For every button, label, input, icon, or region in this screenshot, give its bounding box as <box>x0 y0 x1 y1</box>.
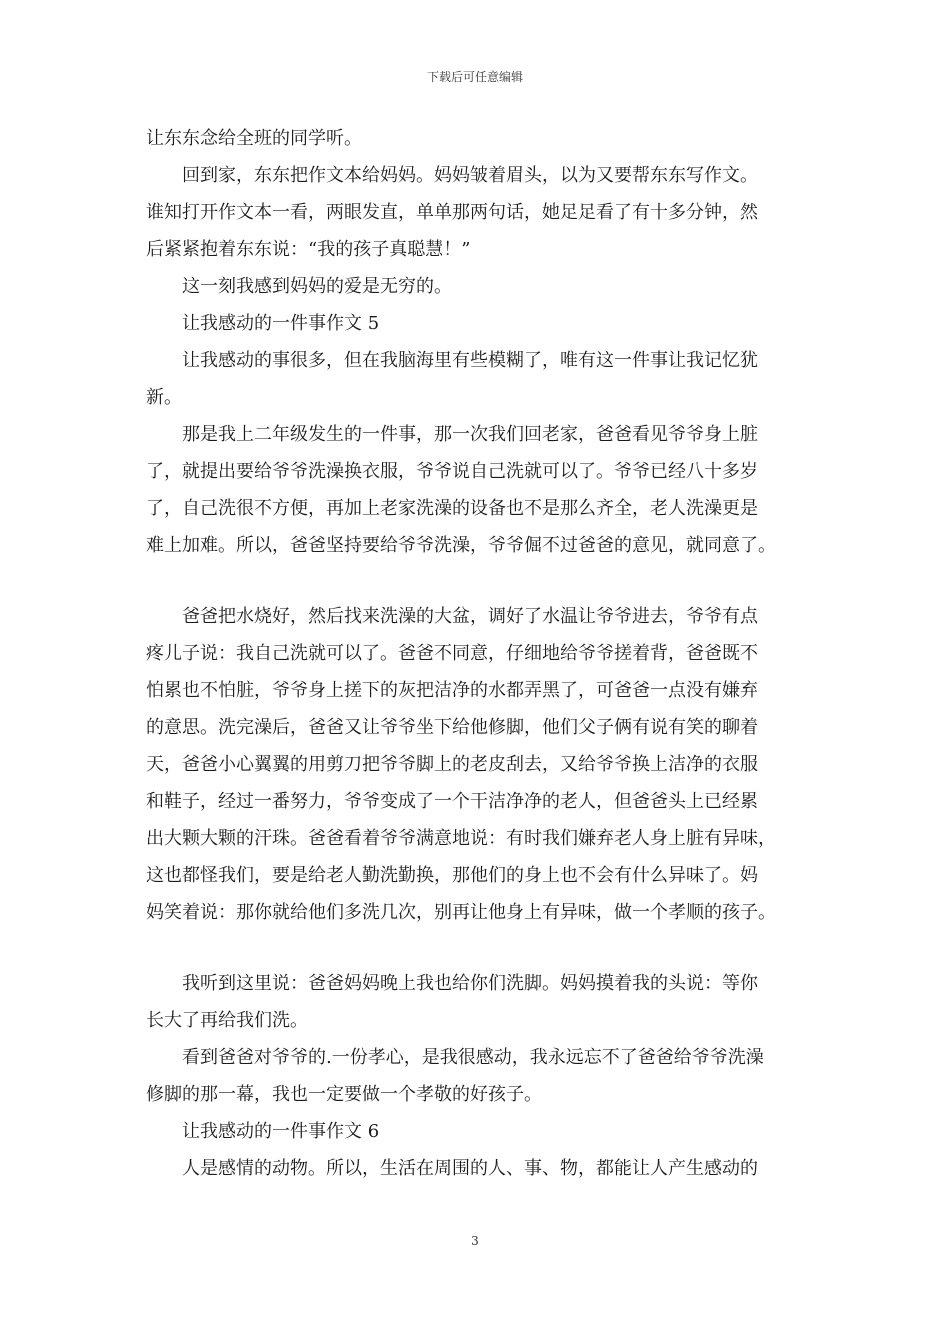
section-heading: 让我感动的一件事作文 6 <box>182 1121 380 1142</box>
section-heading: 让我感动的一件事作文 5 <box>182 313 380 334</box>
paragraph-gap <box>146 931 818 965</box>
page-number: 3 <box>471 1234 479 1248</box>
text-line: 的意思。洗完澡后，爸爸又让爷爷坐下给他修脚，他们父子俩有说有笑的聊着 <box>146 717 758 738</box>
document-body <box>146 120 818 1187</box>
text-line: 和鞋子，经过一番努力，爷爷变成了一个干洁净净的老人，但爸爸头上已经累 <box>146 791 758 812</box>
text-line: 爸爸把水烧好，然后找来洗澡的大盆，调好了水温让爷爷进去，爷爷有点 <box>182 606 758 627</box>
text-line: 修脚的那一幕，我也一定要做一个孝敬的好孩子。 <box>146 1084 542 1105</box>
text-line: 新。 <box>146 387 182 408</box>
text-line: 我听到这里说：爸爸妈妈晚上我也给你们洗脚。妈妈摸着我的头说：等你 <box>182 973 758 994</box>
text-line: 怕累也不怕脏，爷爷身上搓下的灰把洁净的水都弄黑了，可爸爸一点没有嫌弃 <box>146 680 758 701</box>
text-line: 疼儿子说：我自己洗就可以了。爸爸不同意，仔细地给爷爷搓着背，爸爸既不 <box>146 643 758 664</box>
text-line: 后紧紧抱着东东说：“我的孩子真聪慧！” <box>146 239 471 260</box>
text-line: 那是我上二年级发生的一件事，那一次我们回老家，爸爸看见爷爷身上脏 <box>182 424 758 445</box>
text-line: 谁知打开作文本一看，两眼发直，单单那两句话，她足足看了有十多分钟，然 <box>146 202 758 223</box>
text-line: 妈笑着说：那你就给他们多洗几次，别再让他身上有异味，做一个孝顺的孩子。 <box>146 902 776 923</box>
text-line: 看到爸爸对爷爷的.一份孝心，是我很感动，我永远忘不了爸爸给爷爷洗澡 <box>182 1047 764 1068</box>
text-line: 这一刻我感到妈妈的爱是无穷的。 <box>182 276 452 297</box>
text-line: 天，爸爸小心翼翼的用剪刀把爷爷脚上的老皮刮去，又给爷爷换上洁净的衣服 <box>146 754 758 775</box>
text-line: 出大颗大颗的汗珠。爸爸看着爷爷满意地说：有时我们嫌弃老人身上脏有异味， <box>146 828 776 849</box>
page-header-note: 下载后可任意编辑 <box>426 70 523 84</box>
text-line: 了，就提出要给爷爷洗澡换衣服，爷爷说自己洗就可以了。爷爷已经八十多岁 <box>146 461 758 482</box>
text-line: 这也都怪我们，要是给老人勤洗勤换，那他们的身上也不会有什么异味了。妈 <box>146 865 758 886</box>
text-line: 人是感情的动物。所以，生活在周围的人、事、物，都能让人产生感动的 <box>182 1158 758 1179</box>
text-line: 长大了再给我们洗。 <box>146 1010 308 1031</box>
text-line: 难上加难。所以，爸爸坚持要给爷爷洗澡，爷爷倔不过爸爸的意见，就同意了。 <box>146 535 776 556</box>
text-line: 了，自己洗很不方便，再加上老家洗澡的设备也不是那么齐全，老人洗澡更是 <box>146 498 758 519</box>
text-line: 回到家，东东把作文本给妈妈。妈妈皱着眉头，以为又要帮东东写作文。 <box>182 165 758 186</box>
text-line: 让我感动的事很多，但在我脑海里有些模糊了，唯有这一件事让我记忆犹 <box>182 350 758 371</box>
paragraph-gap <box>146 564 818 598</box>
text-line: 让东东念给全班的同学听。 <box>146 128 362 149</box>
